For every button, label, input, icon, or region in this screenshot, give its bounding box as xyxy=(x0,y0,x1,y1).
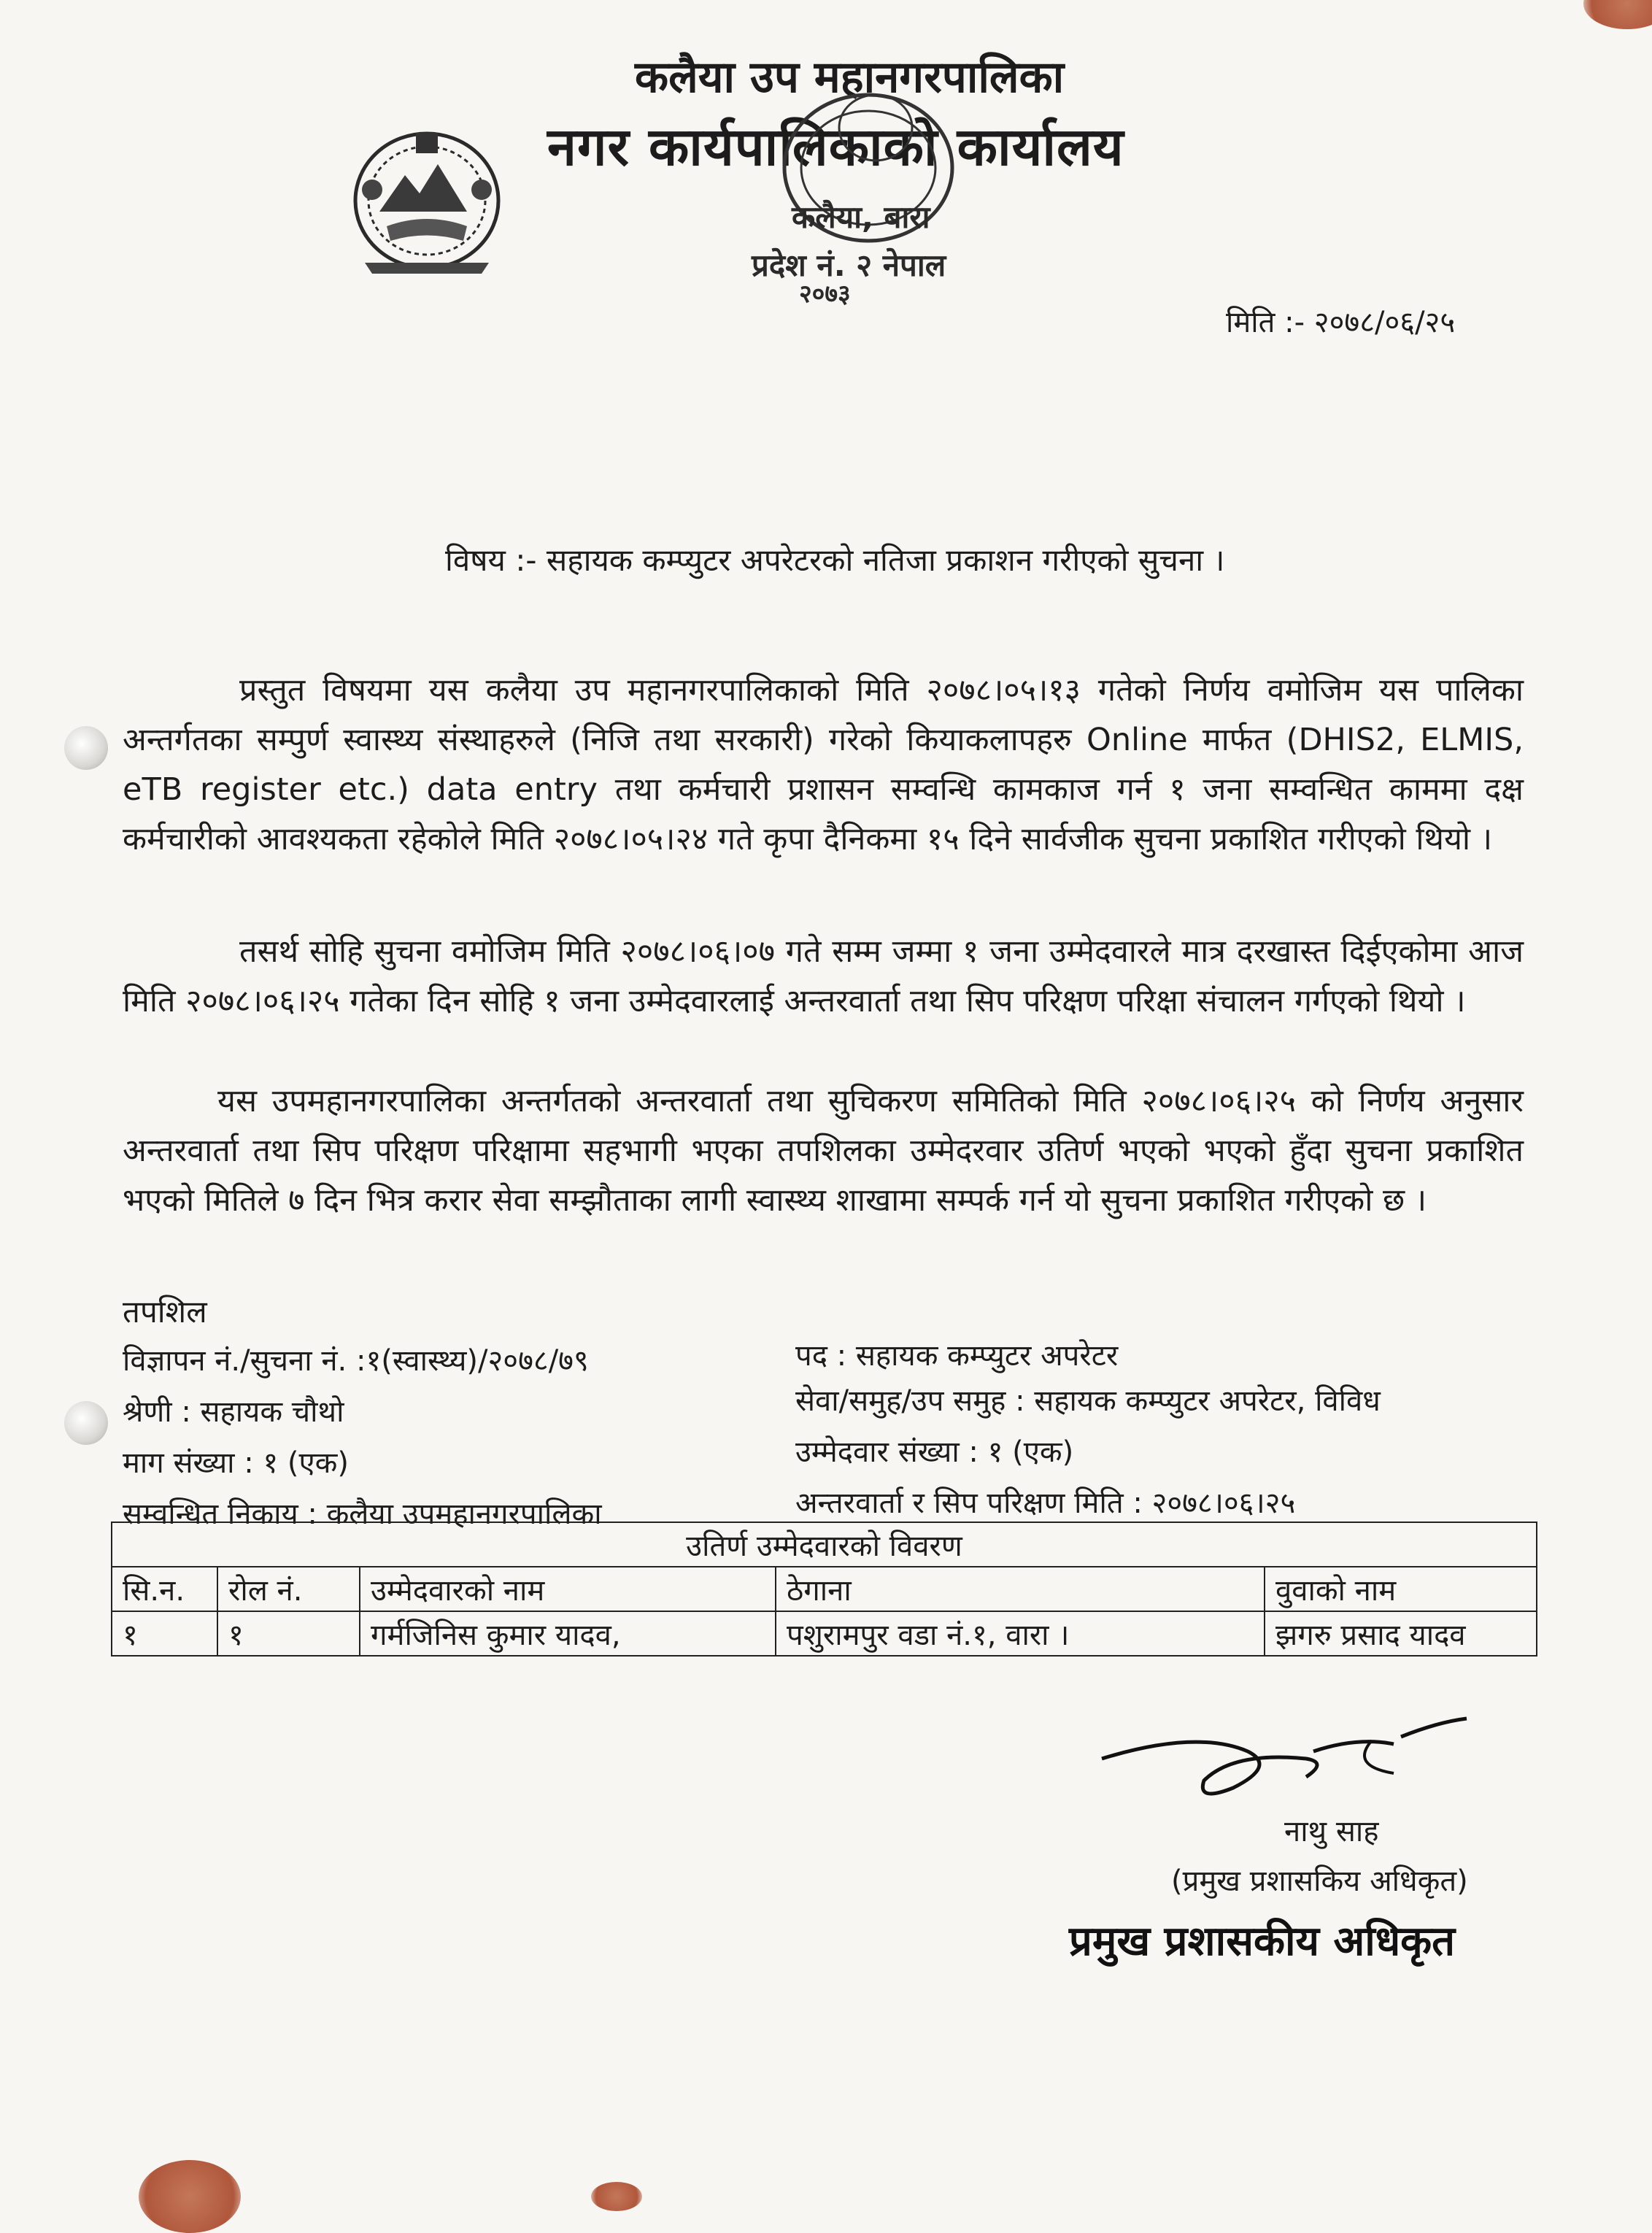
passed-candidates-table xyxy=(111,1522,1537,1657)
body-paragraph: तसर्थ सोहि सुचना वमोजिम मिति २०७८।०६।०७ गते सम्म जम्मा १ जना उम्मेदवारले मात्र दरखास्त दिईएकोमा आज मिति २०७८।०६।२५ गतेका दिन सोहि १ जना उम्मेदवारलाई अन्तरवार्ता तथा सिप परिक्षण परिक्षा संचालन गर्गएको थियो । xyxy=(123,933,1524,1019)
body-paragraph: प्रस्तुत विषयमा यस कलैया उप महानगरपालिकाको मिति २०७८।०५।१३ गतेको निर्णय वमोजिम यस पालिका अन्तर्गतका सम्पुर्ण स्वास्थ्य संस्थाहरुले (निजि तथा सरकारी) गरेको कियाकलापहरु Online मार्फत (DHIS2, ELMIS, eTB register etc.) data entry तथा कर्मचारी प्रशासन सम्वन्धि कामकाज गर्न १ जना सम्वन्धित काममा दक्ष कर्मचारीको आवश्यकता रहेकोले मिति २०७८।०५।२४ गते कृपा दैनिकमा १५ दिने सार्वजीक सुचना प्रकाशित गरीएको थियो । xyxy=(123,672,1524,857)
corner-blot xyxy=(139,2160,241,2233)
notice-date xyxy=(1226,301,1455,341)
cell-roll: १ xyxy=(217,1611,360,1656)
corner-blot xyxy=(1583,0,1652,29)
col-header: वुवाको नाम xyxy=(1265,1567,1537,1611)
cell-father: झगरु प्रसाद यादव xyxy=(1265,1611,1537,1656)
signature-icon xyxy=(1087,1708,1496,1817)
stamp-place: कलैया, बारा xyxy=(792,199,930,235)
cell-address: पशुरामपुर वडा नं.१, वारा । xyxy=(776,1611,1265,1656)
details-heading: तपशिल xyxy=(123,1294,207,1330)
advert-number: विज्ञापन नं./सुचना नं. :१(स्वास्थ्य)/२०७८/७९ xyxy=(123,1344,589,1378)
office-name: नगर कार्यपालिकाको कार्यालय xyxy=(547,116,1124,177)
interview-date: अन्तरवार्ता र सिप परिक्षण मिति : २०७८।०६।२५ xyxy=(795,1486,1296,1520)
cell-serial: १ xyxy=(112,1611,217,1656)
candidate-count: उम्मेदवार संख्या : १ (एक) xyxy=(795,1435,1074,1469)
municipality-name: कलैया उप महानगरपालिका xyxy=(635,52,1065,103)
grade: श्रेणी : सहायक चौथो xyxy=(123,1395,344,1429)
notice-subject: विषय :- सहायक कम्प्युटर अपरेटरको नतिजा प्रकाशन गरीएको सुचना । xyxy=(445,542,1225,578)
stamp-year: २०७३ xyxy=(799,279,851,309)
signatory-stamp: प्रमुख प्रशासकीय अधिकृत xyxy=(1069,1918,1456,1965)
post-name: पद : सहायक कम्प्युटर अपरेटर xyxy=(795,1339,1119,1373)
col-header: उम्मेदवारको नाम xyxy=(360,1567,776,1611)
signatory-name: नाथु साह xyxy=(1284,1815,1379,1848)
punch-hole xyxy=(64,726,108,770)
table-row xyxy=(112,1611,1537,1656)
stamp-province: प्रदेश नं. २ नेपाल xyxy=(752,247,946,283)
col-header: ठेगाना xyxy=(776,1567,1265,1611)
cell-name: गर्मजिनिस कुमार यादव, xyxy=(360,1611,776,1656)
corner-blot xyxy=(591,2182,642,2211)
demand-count: माग संख्या : १ (एक) xyxy=(123,1446,349,1480)
body-paragraph: यस उपमहानगरपालिका अन्तर्गतको अन्तरवार्ता तथा सुचिकरण समितिको मिति २०७८।०६।२५ को निर्णय अनुसार अन्तरवार्ता तथा सिप परिक्षण परिक्षामा सहभागी भएका तपशिलका उम्मेदरवार उतिर्ण भएको भएको हुँदा सुचना प्रकाशित भएको मितिले ७ दिन भित्र करार सेवा सम्झौताका लागी स्वास्थ्य शाखामा सम्पर्क गर्न यो सुचना प्रकाशित गरीएको छ । xyxy=(123,1083,1524,1219)
service-group: सेवा/समुह/उप समुह : सहायक कम्प्युटर अपरेटर, विविध xyxy=(795,1384,1381,1418)
signatory-title: (प्रमुख प्रशासकिय अधिकृत) xyxy=(1171,1864,1468,1898)
punch-hole xyxy=(64,1401,108,1445)
col-header: सि.न. xyxy=(112,1567,217,1611)
col-header: रोल नं. xyxy=(217,1567,360,1611)
date-value: २०७८/०६/२५ xyxy=(1313,306,1456,339)
table-header-row xyxy=(112,1567,1537,1611)
nepal-emblem-icon xyxy=(343,124,511,277)
date-label: मिति :- xyxy=(1226,306,1305,339)
concerned-body: सम्वन्धित निकाय : कलैया उपमहानगरपालिका xyxy=(123,1497,602,1531)
table-caption: उतिर्ण उम्मेदवारको विवरण xyxy=(112,1522,1537,1567)
